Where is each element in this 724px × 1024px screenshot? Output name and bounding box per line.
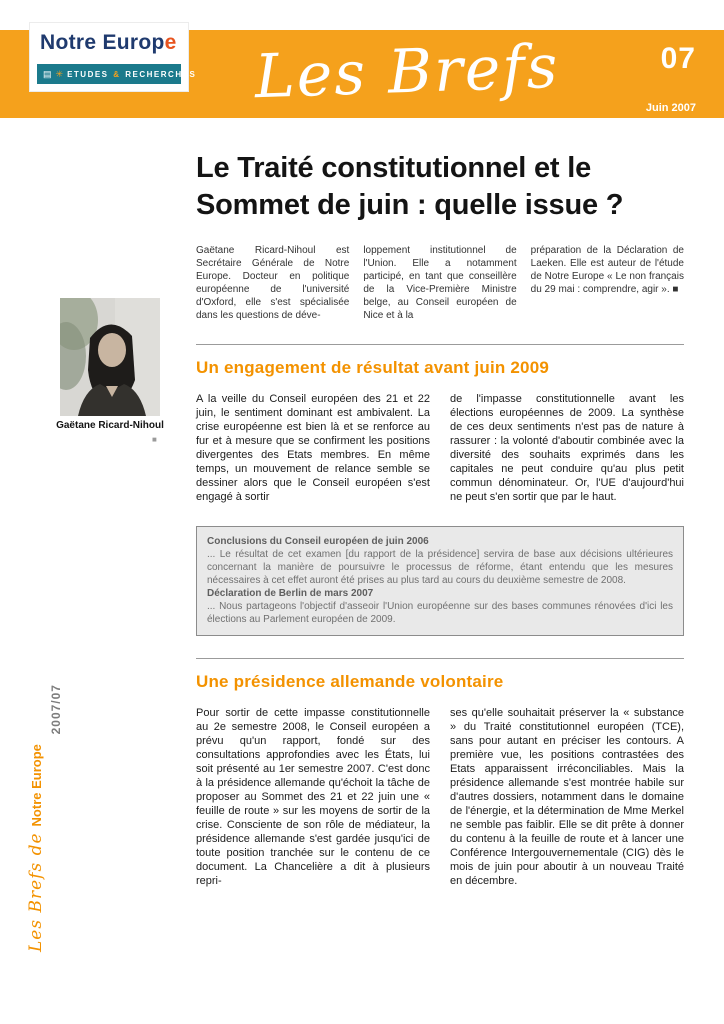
portrait-caption: Gaëtane Ricard-Nihoul xyxy=(56,420,164,431)
section2-body xyxy=(196,706,684,888)
issue-date: Juin 2007 xyxy=(645,102,696,114)
spine-issue-ref: 2007/07 xyxy=(49,684,63,735)
author-intro-col3: préparation de la Déclaration de Laeken. Elle est auteur de l'étude de Notre Europe « Le non français du 29 mai : comprendre, agir ». ■ xyxy=(530,245,684,295)
author-intro xyxy=(196,244,684,322)
article-title-line2: Sommet de juin : quelle issue ? xyxy=(196,189,624,221)
sun-icon: ✳ xyxy=(55,68,64,79)
logo-wordmark-accent: e xyxy=(164,31,177,54)
logo-tagline-bar xyxy=(37,64,197,84)
notre-europe-logo xyxy=(30,23,197,91)
section1-col1: A la veille du Conseil européen des 21 et 22 juin, le sentiment dominant est ambivalent. La crise européenne est bien là et se renforce au fur et à mesure que se confirment les positions divergentes des Etats membres. En même temps, un mouvement de relance semble se dessiner alors que le Conseil européen s'est engagé à sortir xyxy=(196,393,430,503)
grid-icon: ▤ xyxy=(43,68,52,79)
issue-number: 07 xyxy=(660,42,696,75)
masthead-script-title: Les Brefs xyxy=(253,31,561,113)
spine-name-part: Notre Europe xyxy=(29,744,44,827)
article-title-line1: Le Traité constitutionnel et le xyxy=(196,152,592,184)
section1-heading: Un engagement de résultat avant juin 2009 xyxy=(196,344,684,378)
quote-box-text1: ... Le résultat de cet examen [du rapport de la présidence] servira de base aux décisions ultérieures concernant la manière de poursuivre le processus de réforme, étant entendu que les mesures nécessaires à cet effet auront été prises au plus tard au cours du deuxième semestre de 2008. xyxy=(207,549,673,586)
article xyxy=(196,150,684,888)
author-intro-col1: Gaëtane Ricard-Nihoul est Secrétaire Générale de Notre Europe. Docteur en politique européenne de l'université d'Oxford, elle s'est spécialisée dans les questions de déve- xyxy=(196,245,350,321)
logo-wordmark xyxy=(40,31,180,55)
spine-vertical-text xyxy=(26,684,63,952)
logo-tagline xyxy=(67,70,196,79)
article-title xyxy=(196,150,684,224)
quote-box-title2: Déclaration de Berlin de mars 2007 xyxy=(207,588,374,599)
tagline-etudes: ETUDES xyxy=(67,69,109,79)
logo-wordmark-main: Notre Europ xyxy=(40,31,165,54)
author-intro-col2: loppement institutionnel de l'Union. Elle a notamment participé, en tant que conseillère de la Vice-Première Ministre belge, au Conseil européen de Nice et à la xyxy=(363,245,517,321)
section1-col2: de l'impasse constitutionnelle avant les élections européennes de 2009. La synthèse de ces deux sentiments n'est pas de nature à rassurer : la volonté d'aboutir combinée avec la diversité des souhaits exprimés dans les capitales ne peut conduire qu'au plus petit commun dénominateur. Or, l'UE d'aujourd'hui ne peut s'en sortir que par le haut. xyxy=(450,393,684,503)
quote-box-text2: ... Nous partageons l'objectif d'asseoir l'Union européenne sur des bases communes rénovées d'ici les élections au Parlement européen de 2009. xyxy=(207,601,673,625)
tagline-ampersand: & xyxy=(113,69,121,79)
quote-box-title1: Conclusions du Conseil européen de juin 2006 xyxy=(207,536,429,547)
header-band xyxy=(0,30,724,118)
section2-col2: ses qu'elle souhaitait préserver la « substance » du Traité constitutionnel européen (TCE), sans pour autant en préciser les contours. A première vue, les positions contrastées des Etats apparaissent irréconciliables. Mais la présidence allemande s'est montrée habile sur d'autres dossiers, notamment dans le domaine de l'énergie, et la détermination de Mme Merkel ne semble pas faiblir. Elle se dit prête à donner du contenu à la feuille de route et à lancer une Conférence Intergouvernementale (CIG) dès le mois de juin pour aboutir à un nouveau Traité en décembre. xyxy=(450,707,684,887)
caption-square-marker: ■ xyxy=(152,435,157,444)
section2-col1: Pour sortir de cette impasse constitutionnelle au 2e semestre 2008, le Conseil européen a prévu qu'un rapport, fondé sur des consultations approfondies avec les États, lui soit présenté au 1er semestre 2007. C'est donc à la présidence allemande qu'échoit la tâche de proposer au Sommet des 21 et 22 juin une « feuille de route » sur les moyens de sortir de la crise. Consciente de son rôle de médiateur, la présidence allemande s'est gardée jusqu'ici de toute position tranchée sur le contenu de ce document. La Chancelière a dit à plusieurs repri- xyxy=(196,707,430,887)
spine-script-part: Les Brefs de xyxy=(26,832,46,952)
council-quote-box xyxy=(196,526,684,636)
section1-body xyxy=(196,392,684,504)
section2-heading: Une présidence allemande volontaire xyxy=(196,658,684,692)
portrait-photo-graphic xyxy=(60,298,160,416)
portrait-photo xyxy=(60,298,160,416)
tagline-recherches: RECHERCHES xyxy=(125,69,197,79)
spine-title xyxy=(26,684,46,952)
